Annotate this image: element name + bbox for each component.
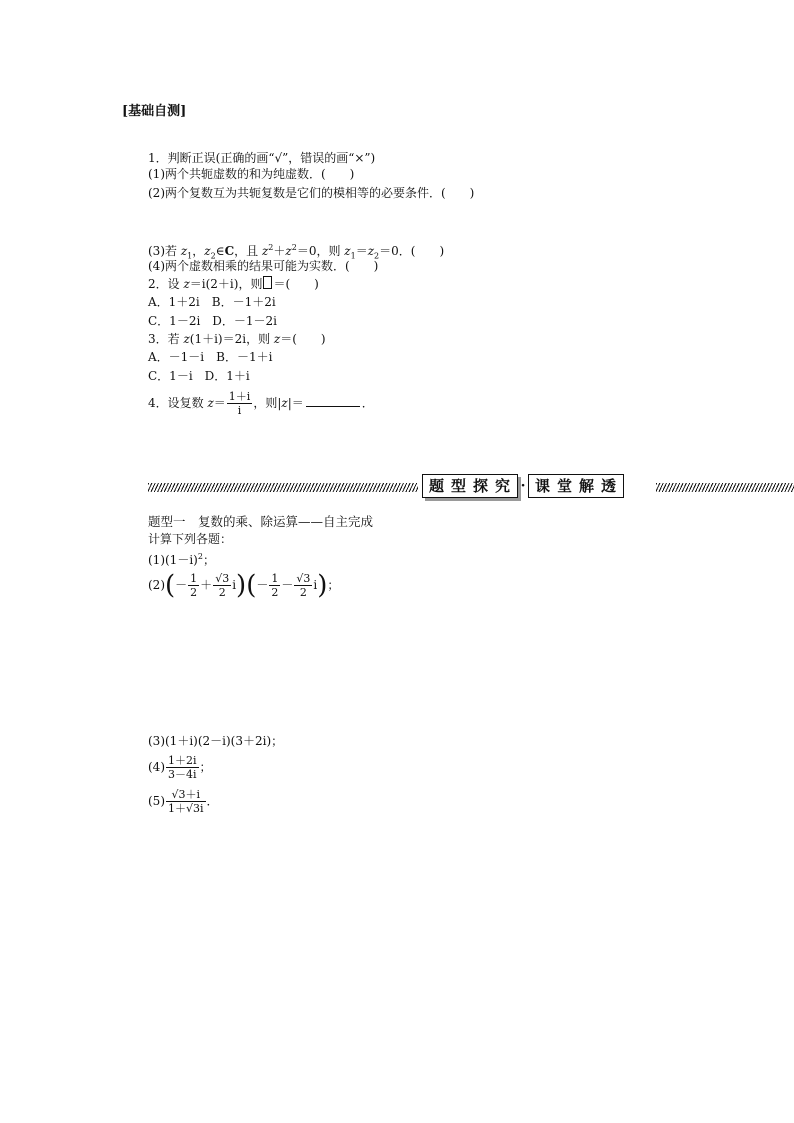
q1-item-4: (4)两个虚数相乘的结果可能为实数．( ) (148, 259, 379, 273)
conjugate-box (263, 276, 272, 289)
q1-item-3: (3)若 $z_1$，$z_2\in C$，且 $z^2+z^2=0$，则 $z_1=z_2=0$．( ) (148, 243, 445, 261)
answer-blank[interactable] (306, 394, 360, 407)
hatch-rule-right (656, 483, 794, 492)
q3-options-cd: C．1－i D．1＋i (148, 369, 250, 383)
section-banner (422, 472, 624, 500)
banner-right-box: 课堂解透 (528, 474, 624, 498)
type1-problem-5: (5) $\frac{√3+i}{1+√3i}$ ． (148, 788, 219, 815)
type1-problem-2: (2)(－ $\frac{1}{2}$ ＋ $\frac{√3}{2}$ i)(－ $\frac{1}{2}$ － $\frac{√3}{2}$ i)； (148, 570, 340, 601)
section-title: [基础自测] (122, 104, 187, 119)
q1-item-2: (2)两个复数互为共轭复数是它们的模相等的必要条件．( ) (148, 186, 475, 200)
banner-left-box: 题型探究 (422, 474, 518, 498)
type1-problem-1: $(1)(1-i)^2$； (148, 552, 215, 567)
type1-problem-4: (4) $\frac{1+2i}{3-4i}$ ； (148, 754, 212, 781)
q3-stem: 3．若 z(1＋i)＝2i，则 z＝( ) (148, 332, 326, 346)
q2-stem: 2．设 z＝i(2＋i)，则 ＝( ) (148, 277, 319, 291)
q4-fraction: $\frac{1+i}{i}$ (228, 390, 251, 417)
q1-stem: 1．判断正误(正确的画“√”，错误的画“×”) (148, 151, 376, 165)
q1-item-1: (1)两个共轭虚数的和为纯虚数．( ) (148, 167, 355, 181)
q2-options-cd: C．1－2i D．－1－2i (148, 314, 278, 328)
q4-line: 4．设复数 z＝ $\frac{1+i}{i}$ ，则|z|＝ ． (148, 390, 374, 417)
type1-title: 题型一 复数的乘、除运算——自主完成 (148, 514, 374, 529)
type1-instruction: 计算下列各题： (148, 532, 233, 546)
type1-problem-3: (3)(1＋i)(2－i)(3＋2i)； (148, 734, 284, 748)
banner-separator: · (520, 478, 526, 494)
q3-options-ab: A．－1－i B．－1＋i (148, 350, 273, 364)
hatch-rule-left (148, 483, 418, 492)
q2-options-ab: A．1＋2i B．－1＋2i (148, 295, 276, 309)
